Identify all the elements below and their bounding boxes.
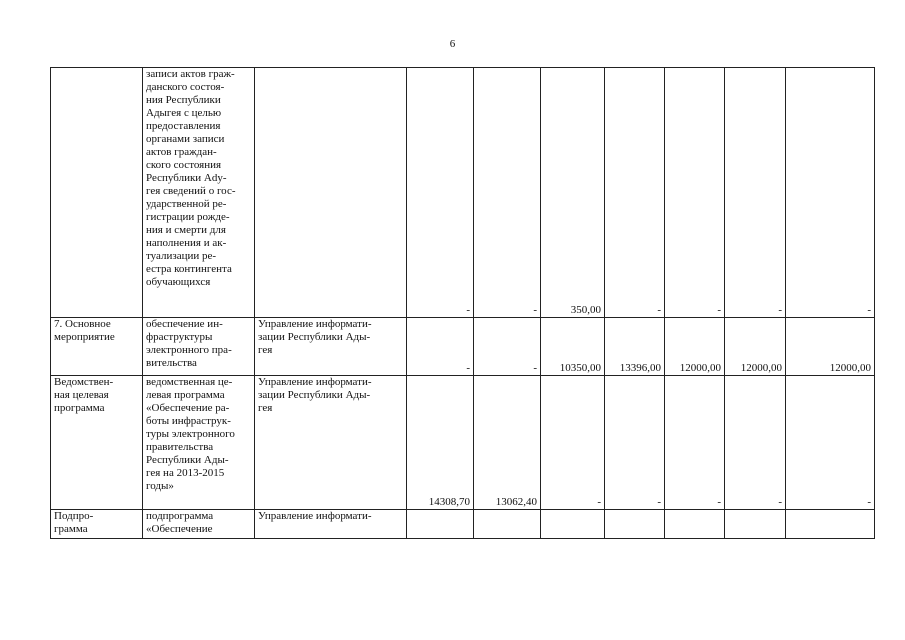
table-cell xyxy=(605,510,665,539)
table-cell xyxy=(407,510,474,539)
table-cell: Управление информати- зации Республики Ады- гея xyxy=(255,318,407,376)
table-cell: - xyxy=(786,68,875,318)
table-row xyxy=(51,510,875,539)
table-cell xyxy=(474,510,541,539)
table-cell: - xyxy=(665,68,725,318)
table-row xyxy=(51,68,875,318)
program-table xyxy=(50,67,875,539)
table-cell: подпрограмма «Обеспечение xyxy=(143,510,255,539)
table-cell xyxy=(51,68,143,318)
table-cell: 350,00 xyxy=(541,68,605,318)
table-cell: - xyxy=(605,376,665,510)
table-cell: 14308,70 xyxy=(407,376,474,510)
table-cell xyxy=(665,510,725,539)
table-cell: Ведомствен- ная целевая программа xyxy=(51,376,143,510)
table-cell: обеспечение ин- фраструктуры электронного пра- вительства xyxy=(143,318,255,376)
table-cell: - xyxy=(541,376,605,510)
table-cell: 13396,00 xyxy=(605,318,665,376)
table-row xyxy=(51,318,875,376)
table-cell: 12000,00 xyxy=(665,318,725,376)
table-cell: - xyxy=(786,376,875,510)
table-cell: 13062,40 xyxy=(474,376,541,510)
table-cell: 7. Основное мероприятие xyxy=(51,318,143,376)
table-cell: - xyxy=(407,318,474,376)
table-cell xyxy=(725,510,786,539)
page-number: 6 xyxy=(449,38,456,50)
table-cell: 10350,00 xyxy=(541,318,605,376)
table-cell: - xyxy=(407,68,474,318)
table-cell: Управление информати- зации Республики Ады- гея xyxy=(255,376,407,510)
table-cell: записи актов граж- данского состоя- ния Республики Адыгея с целью предоставления органами записи актов граждан- ского состояния Республики Ady- гея сведений о гос- ударственной ре- гистрации рожде- ния и смерти для наполнения и ак- туализации ре- естра контингента обучающихся xyxy=(143,68,255,318)
table-cell: Подпро- грамма xyxy=(51,510,143,539)
table-cell: ведомственная це- левая программа «Обеспечение ра- боты инфраструк- туры электронного правительства Республики Ады- гея на 2013-2015 годы» xyxy=(143,376,255,510)
table-row xyxy=(51,376,875,510)
table-cell: 12000,00 xyxy=(725,318,786,376)
table-cell: - xyxy=(665,376,725,510)
table-cell xyxy=(255,68,407,318)
table-cell: - xyxy=(474,68,541,318)
table-cell: Управление информати- xyxy=(255,510,407,539)
table-cell: - xyxy=(725,68,786,318)
table-cell: 12000,00 xyxy=(786,318,875,376)
table-cell: - xyxy=(474,318,541,376)
table-cell xyxy=(786,510,875,539)
table-cell: - xyxy=(605,68,665,318)
table-cell xyxy=(541,510,605,539)
table-cell: - xyxy=(725,376,786,510)
